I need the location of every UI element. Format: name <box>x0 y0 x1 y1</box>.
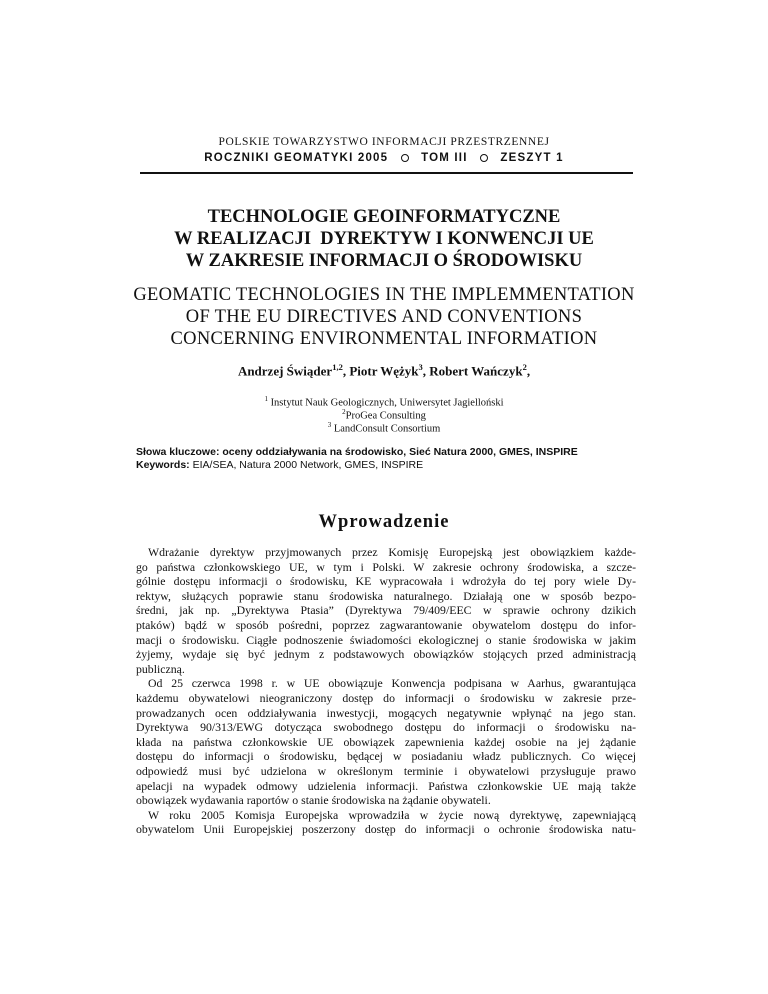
body-line: dostępu do informacji o środowisku, będącej w posiadaniu władz publicznych. Co więcej <box>136 749 636 764</box>
body-line: Od 25 czerwca 1998 r. w UE obowiązuje Konwencja podpisana w Aarhus, gwarantująca <box>148 676 636 691</box>
body-line: rektyw, służących poprawie stanu środowiska naturalnego. Działają one w sposób bezpo- <box>136 588 636 603</box>
body-line: każdemu obywatelowi nieograniczony dostęp do informacji o środowisku w zakresie prze- <box>136 690 636 705</box>
title-en-line: OF THE EU DIRECTIVES AND CONVENTIONS <box>185 307 583 327</box>
title-en-line: CONCERNING ENVIRONMENTAL INFORMATION <box>170 329 598 349</box>
body-line: obywatelom Unii Europejskiej poszerzony dostęp do informacji o ochronie środowiska natu- <box>136 822 636 837</box>
body-line: Dyrektywa 90/313/EWG dotycząca swobodnego dostępu do informacji o środowisku na- <box>136 720 636 735</box>
journal-header <box>0 152 768 164</box>
affiliation-text: ProGea Consulting <box>345 410 426 422</box>
keywords-pl: Słowa kluczowe: oceny oddziaływania na środowisko, Sieć Natura 2000, GMES, INSPIRE <box>136 446 578 458</box>
body-line: ptaków) bądź w sposób pośredni, poprzez zagwarantowanie obywatelom dostępu do infor- <box>136 617 636 632</box>
author-name: Andrzej Świąder <box>237 363 333 379</box>
affiliation-mark: 3 <box>327 421 332 429</box>
body-line: średni, jak np. „Dyrektywa Ptasia” (Dyrektywa 79/409/EEC w sprawie ochrony dzikich <box>136 603 636 618</box>
body-line: kłada na państwa członkowskie UE obowiązek zapewnienia każdej osobie na jej żądanie <box>136 734 636 749</box>
author-affiliation-mark: 1,2 <box>332 362 343 372</box>
affiliation-mark: 2 <box>342 408 346 416</box>
body-line: W roku 2005 Komisja Europejska wprowadziła w życie nową dyrektywę, zapewniającą <box>148 807 636 822</box>
circle-separator-icon <box>401 154 409 162</box>
body-line: Wdrażanie dyrektyw przyjmowanych przez Komisję Europejską jest obowiązkiem każde- <box>148 545 636 559</box>
body-paragraph <box>136 676 636 807</box>
society-name: POLSKIE TOWARZYSTWO INFORMACJI PRZESTRZENNEJ <box>218 136 550 148</box>
circle-separator-icon <box>480 154 488 162</box>
body-line: żyjemy, wydaje się być jednym z podstawowych obowiązków stojących przed administracją <box>136 647 636 662</box>
affiliation <box>0 419 768 436</box>
author-name: Piotr Wężyk <box>349 363 419 379</box>
author-affiliation-mark: 3 <box>418 362 423 372</box>
body-text <box>136 545 636 837</box>
body-line: gólnie dostępu informacji o środowisku, KE wypracowała i wdrożyła do tej pory wiele Dy- <box>136 574 636 589</box>
body-line: prowadzanych ocen oddziaływania inwestycji, mogących negatywnie wpłynąć na jego stan. <box>136 705 636 720</box>
section-heading: Wprowadzenie <box>318 512 450 532</box>
author-affiliation-mark: 2 <box>522 362 527 372</box>
keywords-en <box>136 459 636 472</box>
journal-volume: TOM III <box>421 152 468 164</box>
body-line: odpowiedź musi być udzielona w określonym terminie i obywatelowi przysługuje prawo <box>136 763 636 778</box>
body-line: obowiązek wydawania raportów o stanie środowiska na żądanie obywateli. <box>136 793 491 808</box>
header-rule <box>140 172 633 174</box>
affiliation-text: LandConsult Consortium <box>333 423 441 435</box>
title-pl-line: TECHNOLOGIE GEOINFORMATYCZNE <box>207 207 561 227</box>
body-line: macji o środowisku. Ciągłe podnoszenie świadomości ekologicznej o stanie środowiska w jakim <box>136 632 636 647</box>
body-paragraph <box>136 808 636 837</box>
body-line: go państwa członkowskiego UE, w tym i Polski. W zakresie ochrony środowiska, a szcze- <box>136 559 636 574</box>
body-paragraph <box>136 545 636 676</box>
journal-issue: ZESZYT 1 <box>500 152 564 164</box>
affiliation-text: Instytut Nauk Geologicznych, Uniwersytet Jagielloński <box>270 397 504 409</box>
author-name: Robert Wańczyk <box>429 363 523 379</box>
authors-line: Andrzej Świąder$^{1,2}$, Piotr Wężyk$^3$, Robert Wańczyk$^2$, <box>237 362 531 379</box>
title-en-line: GEOMATIC TECHNOLOGIES IN THE IMPLEMMENTATION <box>133 285 635 305</box>
keywords-en-text: EIA/SEA, Natura 2000 Network, GMES, INSPIRE <box>189 459 424 471</box>
keywords-en-label: Keywords: <box>136 459 190 471</box>
body-line: apelacji na wypadek odmowy udzielenia informacji. Państwa członkowskie UE mają także <box>136 778 636 793</box>
affiliation-mark: 1 <box>264 395 268 403</box>
journal-name: ROCZNIKI GEOMATYKI 2005 <box>204 152 389 164</box>
title-pl-line: W ZAKRESIE INFORMACJI O ŚRODOWISKU <box>185 251 583 271</box>
title-pl-line: W REALIZACJI DYREKTYW I KONWENCJI UE <box>174 229 594 249</box>
body-line: publiczną. <box>136 661 185 676</box>
